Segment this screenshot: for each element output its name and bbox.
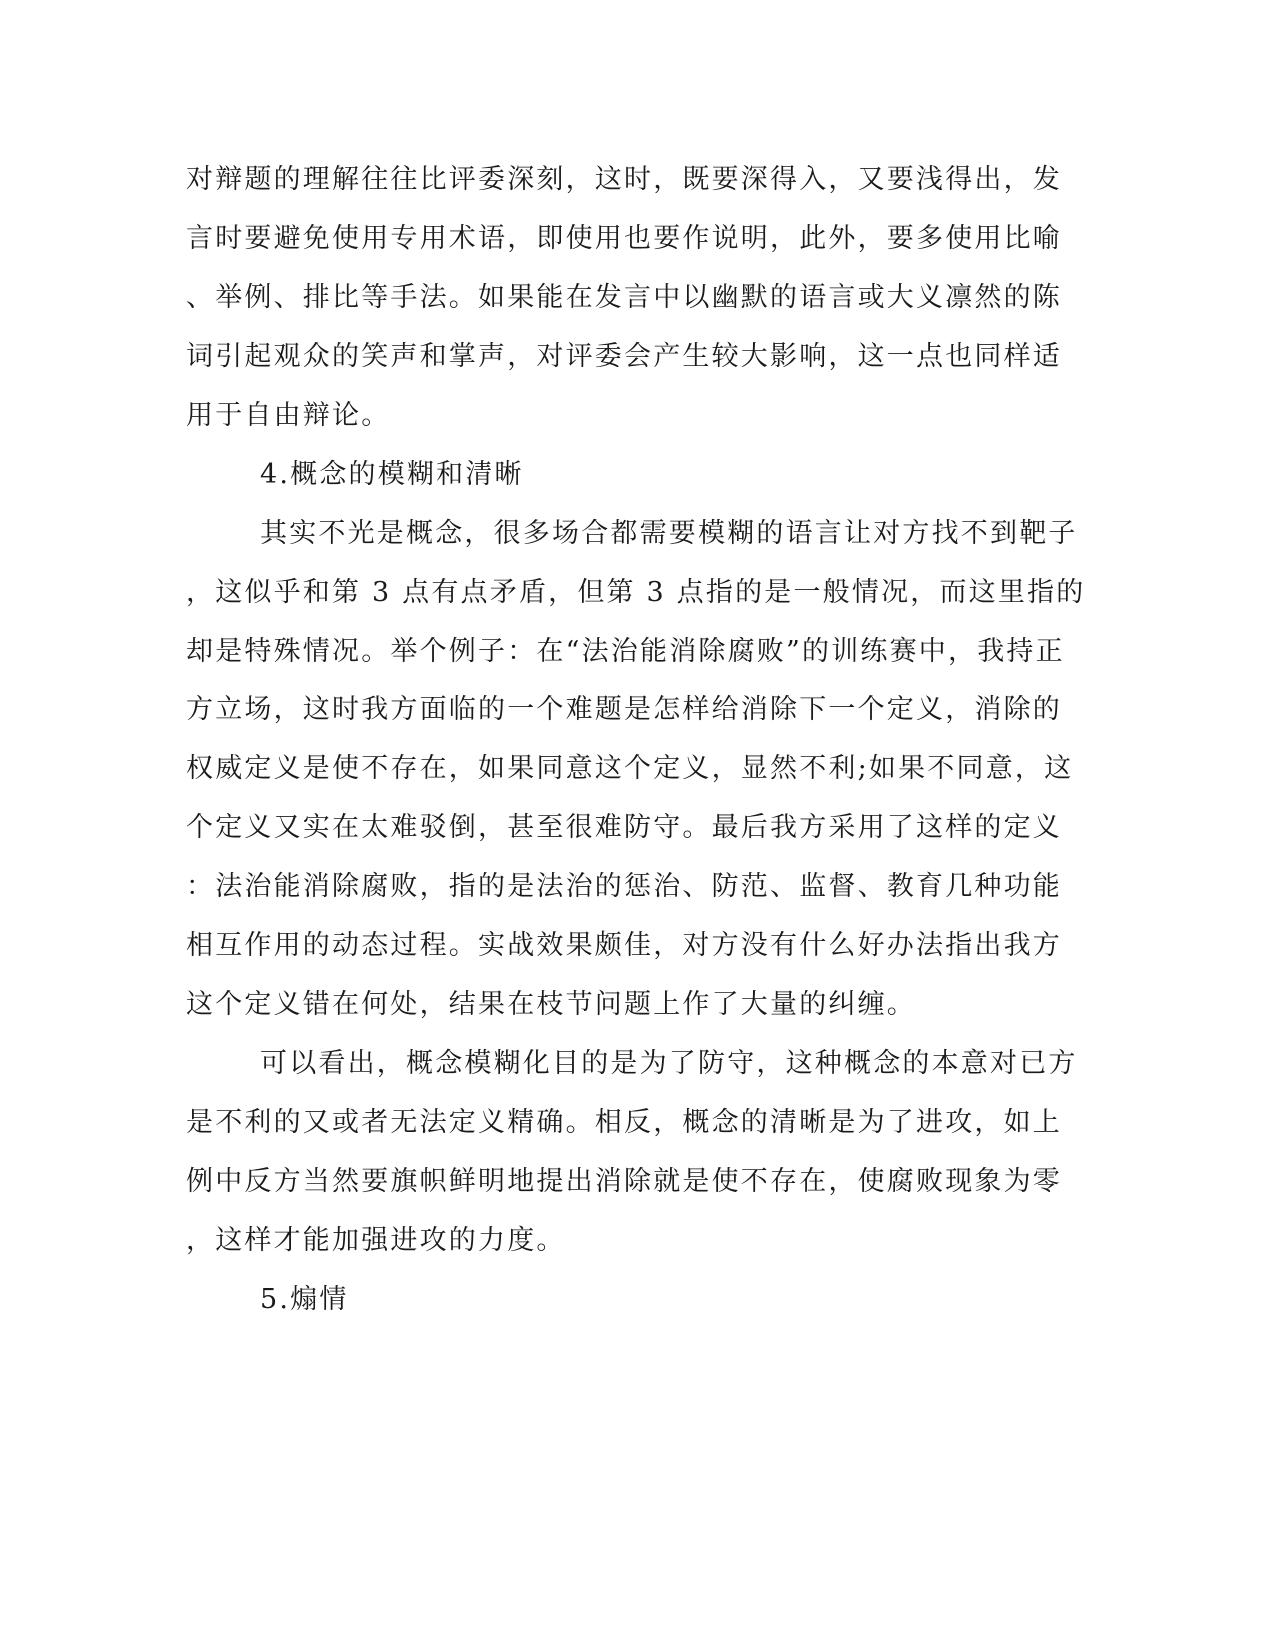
paragraph-line: 言时要避免使用专用术语，即使用也要作说明，此外，要多使用比喻 bbox=[186, 223, 1062, 254]
paragraph-line: ，这样才能加强进攻的力度。 bbox=[186, 1225, 566, 1256]
paragraph-line: 词引起观众的笑声和掌声，对评委会产生较大影响，这一点也同样适 bbox=[186, 341, 1062, 372]
section-heading: 4.概念的模糊和清晰 bbox=[260, 459, 524, 490]
paragraph-line: 其实不光是概念，很多场合都需要模糊的语言让对方找不到靶子 bbox=[260, 518, 1078, 549]
paragraph-line: 例中反方当然要旗帜鲜明地提出消除就是使不存在，使腐败现象为零 bbox=[186, 1166, 1062, 1197]
paragraph-line: 权威定义是使不存在，如果同意这个定义，显然不利;如果不同意，这 bbox=[186, 753, 1074, 784]
paragraph-line: ：法治能消除腐败，指的是法治的惩治、防范、监督、教育几种功能 bbox=[186, 871, 1062, 902]
paragraph-line: 方立场，这时我方面临的一个难题是怎样给消除下一个定义，消除的 bbox=[186, 694, 1062, 725]
paragraph-line: 个定义又实在太难驳倒，甚至很难防守。最后我方采用了这样的定义 bbox=[186, 812, 1062, 843]
paragraph-line: 、举例、排比等手法。如果能在发言中以幽默的语言或大义凛然的陈 bbox=[186, 282, 1062, 313]
paragraph-line: 是不利的又或者无法定义精确。相反，概念的清晰是为了进攻，如上 bbox=[186, 1107, 1062, 1138]
paragraph-line: 对辩题的理解往往比评委深刻，这时，既要深得入，又要浅得出，发 bbox=[186, 164, 1062, 195]
paragraph-line: ，这似乎和第 3 点有点矛盾，但第 3 点指的是一般情况，而这里指的 bbox=[186, 577, 1086, 608]
paragraph-line: 用于自由辩论。 bbox=[186, 400, 391, 431]
paragraph-line: 相互作用的动态过程。实战效果颇佳，对方没有什么好办法指出我方 bbox=[186, 930, 1062, 961]
paragraph-line: 可以看出，概念模糊化目的是为了防守，这种概念的本意对已方 bbox=[260, 1048, 1078, 1079]
paragraph-line: 这个定义错在何处，结果在枝节问题上作了大量的纠缠。 bbox=[186, 989, 916, 1020]
paragraph-line: 却是特殊情况。举个例子：在“法治能消除腐败”的训练赛中，我持正 bbox=[186, 636, 1065, 667]
section-heading: 5.煽情 bbox=[260, 1284, 349, 1315]
